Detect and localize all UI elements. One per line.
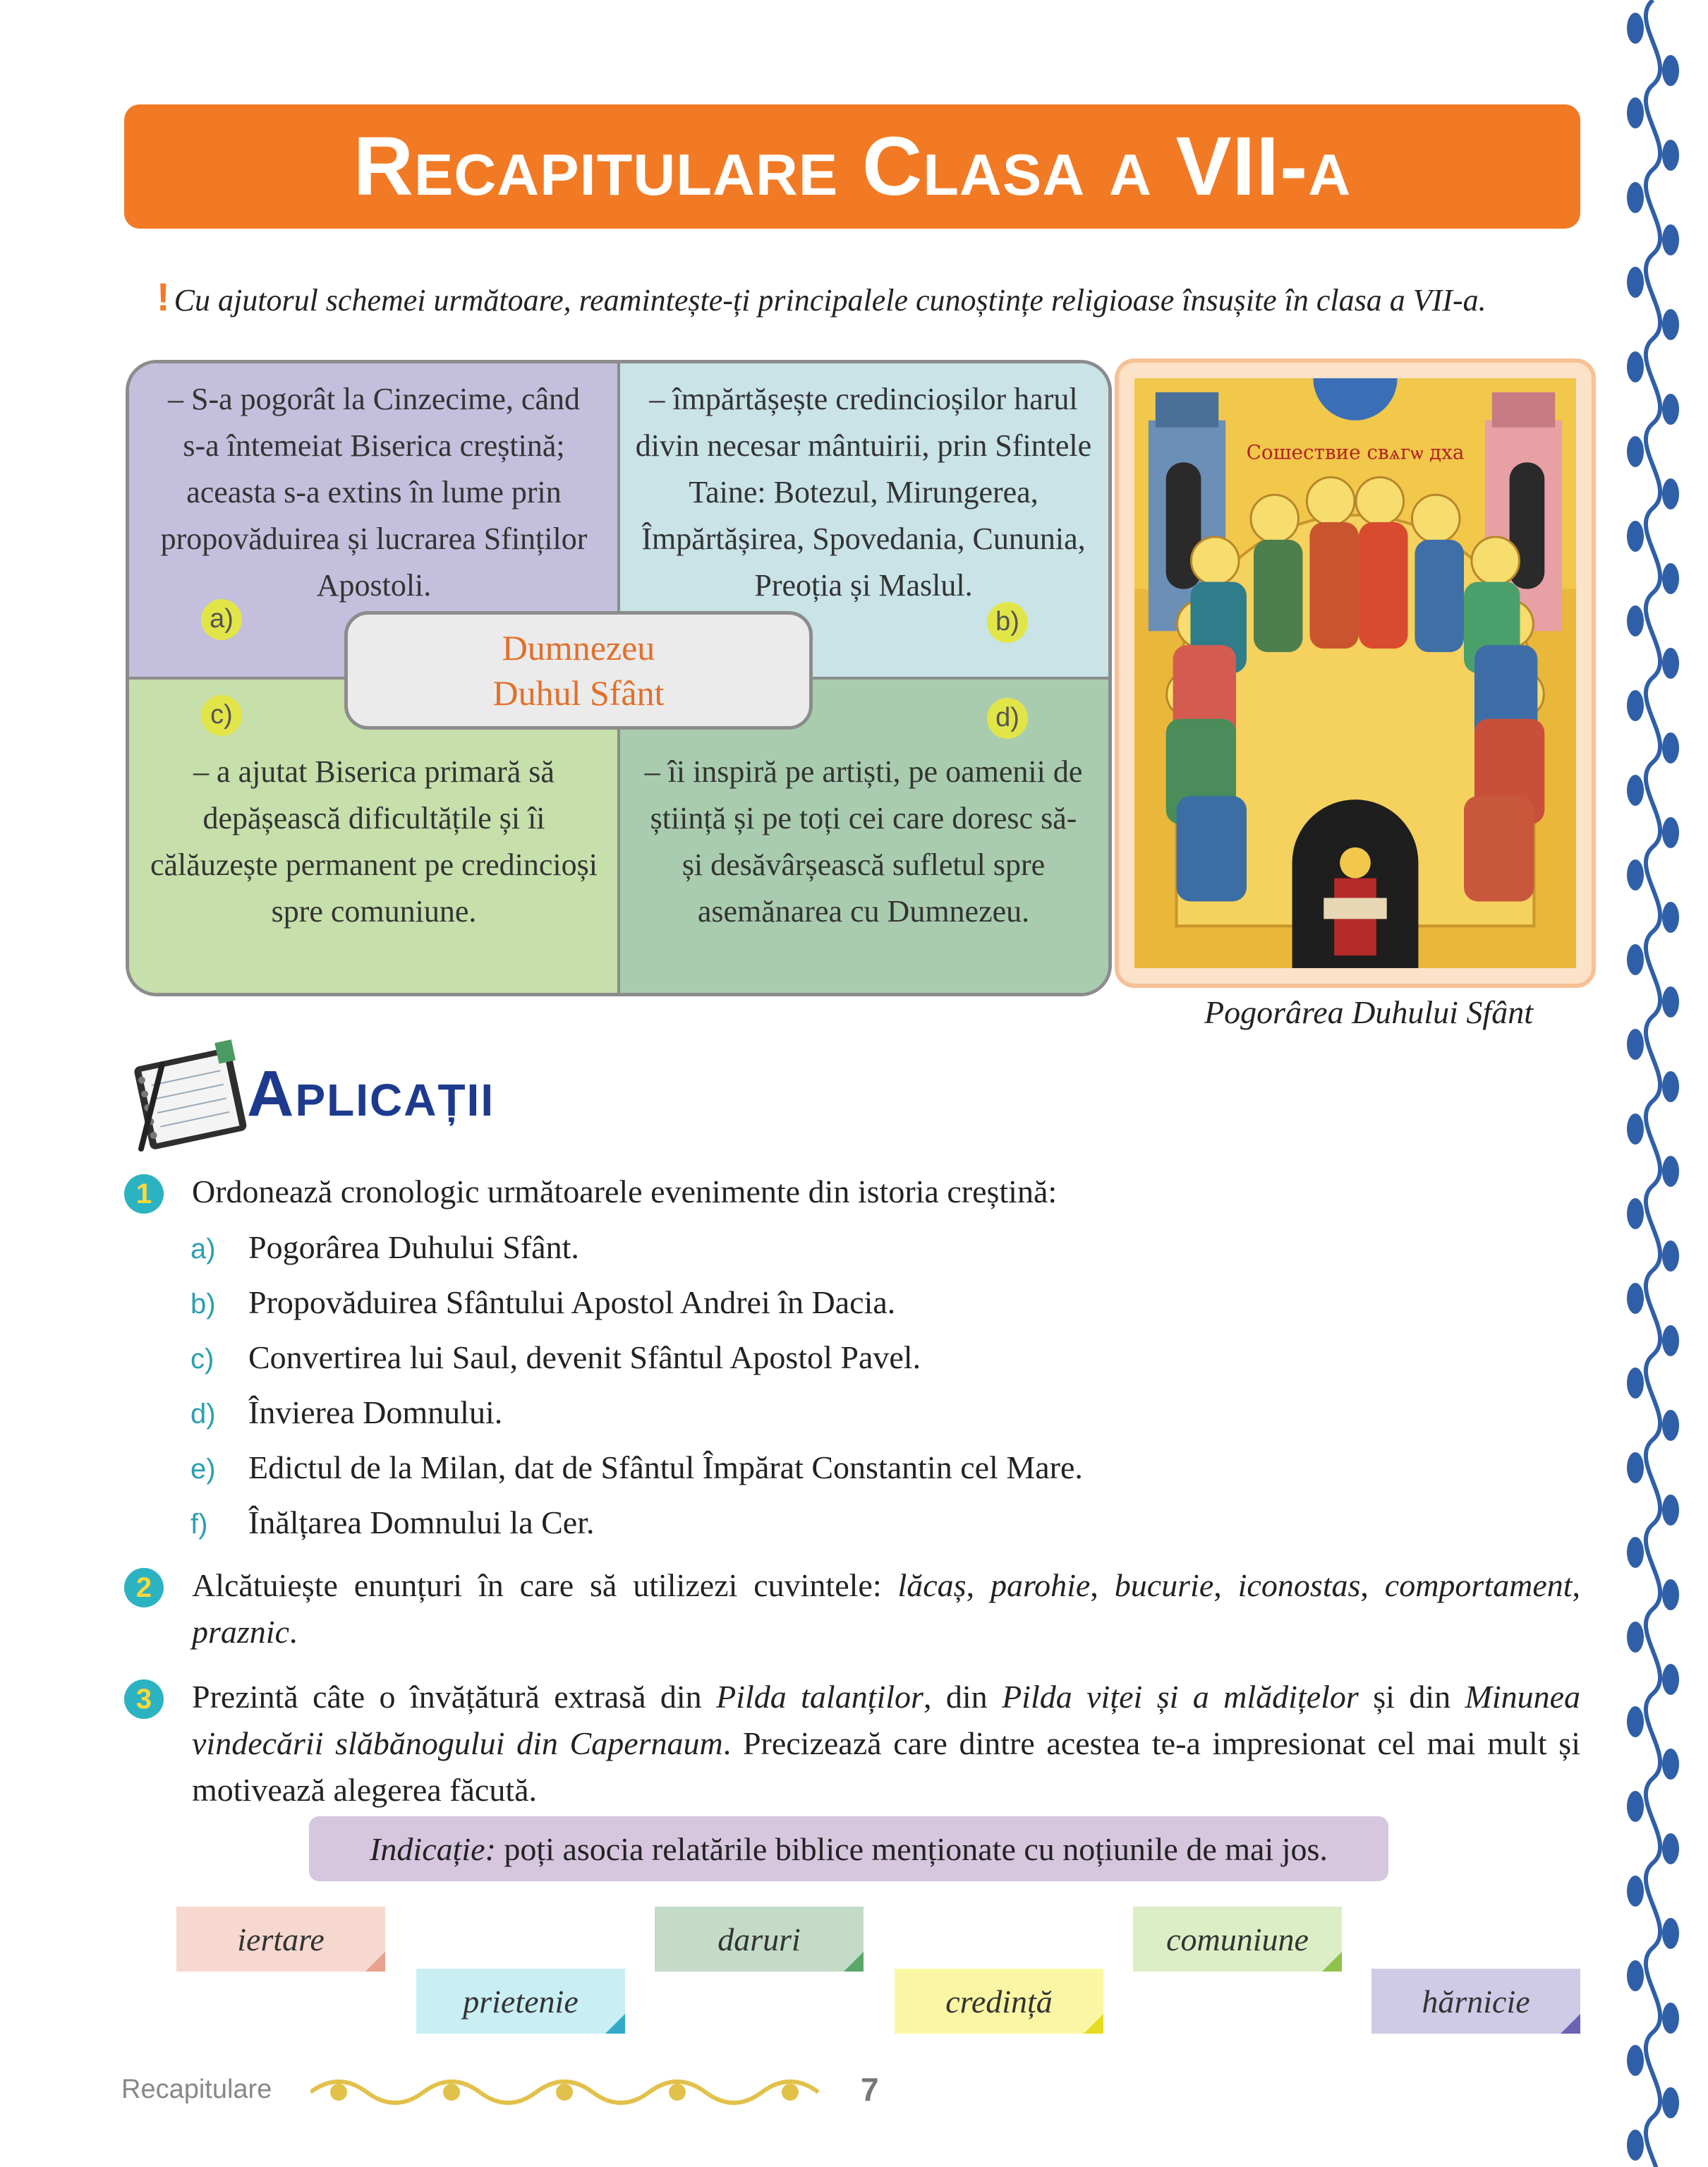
border-leaf	[1662, 2087, 1679, 2118]
icon-caption: Pogorârea Duhului Sfânt	[1204, 994, 1533, 1030]
border-leaf	[1627, 2045, 1644, 2076]
badge-d: d)	[987, 698, 1028, 739]
border-leaf	[1627, 1876, 1644, 1907]
border-leaf	[1627, 351, 1644, 382]
border-leaf	[1627, 859, 1644, 891]
quadrant-d-text: – îi inspiră pe artiști, pe oamenii de știință și pe toți cei care doresc să-și desăvârșească sufletul spre asemănarea cu Dumnezeu.	[644, 754, 1083, 929]
concept-tag-prietenie: prietenie	[416, 1969, 625, 2034]
border-leaf	[1627, 690, 1644, 721]
badge-b: b)	[987, 602, 1028, 643]
hint-box	[309, 1816, 1388, 1881]
option-item: b) Propovăduirea Sfântului Apostol Andrei în Dacia.	[190, 1284, 896, 1320]
pentecost-icon-image	[1134, 378, 1576, 968]
border-leaf	[1627, 944, 1644, 975]
border-leaf	[1662, 309, 1679, 340]
border-leaf	[1627, 1283, 1644, 1314]
border-leaf	[1662, 732, 1679, 763]
option-item: c) Convertirea lui Saul, devenit Sfântul Apostol Pavel.	[190, 1339, 921, 1375]
concept-tag-iertare: iertare	[176, 1907, 385, 1972]
border-leaf	[1627, 267, 1644, 298]
border-leaf	[1662, 1579, 1679, 1610]
border-leaf	[1627, 1622, 1644, 1653]
question-number-3: 3	[124, 1679, 164, 1719]
quadrant-a-text: – S-a pogorât la Cinzecime, când s-a întemeiat Biserica creștină; aceasta s-a extins în lume prin propovăduirea și lucrarea Sfinților Apostoli.	[160, 382, 588, 603]
section-title-aplicatii: Aplicații	[247, 1058, 495, 1130]
border-leaf	[1627, 1368, 1644, 1399]
word: praznic	[192, 1614, 289, 1650]
border-leaf	[1627, 605, 1644, 636]
border-leaf	[1627, 13, 1644, 44]
border-leaf	[1627, 775, 1644, 806]
option-item: a) Pogorârea Duhului Sfânt.	[190, 1229, 579, 1265]
question-number-1: 1	[124, 1174, 164, 1214]
border-leaf	[1662, 224, 1679, 255]
border-leaf	[1662, 140, 1679, 171]
word: bucurie	[1114, 1567, 1214, 1603]
border-leaf	[1662, 1241, 1679, 1272]
word: iconostas	[1237, 1567, 1361, 1603]
border-leaf	[1627, 97, 1644, 128]
intro-instruction	[157, 274, 1596, 320]
word: lăcaș	[897, 1567, 967, 1603]
border-leaf	[1627, 1113, 1644, 1145]
border-leaf	[1662, 394, 1679, 425]
border-leaf	[1662, 1495, 1679, 1526]
concept-tag-daruri: daruri	[655, 1907, 864, 1972]
word: parohie	[990, 1567, 1091, 1603]
border-leaf	[1662, 1664, 1679, 1695]
border-wave-line	[1646, 0, 1660, 2167]
concept-tag-credinta: credință	[895, 1969, 1103, 2034]
exclamation-icon: !	[157, 274, 170, 319]
hint-label: Indicație:	[370, 1830, 496, 1867]
concept-tag-harnicie: hărnicie	[1371, 1969, 1580, 2034]
notebook-icon	[113, 1036, 261, 1163]
scheme-center	[344, 611, 813, 730]
border-leaf	[1662, 478, 1679, 509]
border-leaf	[1662, 1410, 1679, 1441]
option-item: e) Edictul de la Milan, dat de Sfântul Împărat Constantin cel Mare.	[190, 1449, 1083, 1485]
badge-c: c)	[201, 695, 242, 736]
intro-text: Cu ajutorul schemei următoare, reamintește-ți principalele cunoștințe religioase însușite în clasa a VII-a.	[174, 283, 1486, 318]
page-title: Recapitulare Clasa a VII-a	[353, 120, 1352, 213]
border-leaf	[1627, 1706, 1644, 1737]
border-leaf	[1627, 436, 1644, 467]
pentecost-icon-frame	[1115, 358, 1596, 988]
border-leaf	[1627, 1452, 1644, 1483]
border-leaf	[1662, 1071, 1679, 1102]
question-1-text: Ordonează cronologic următoarele evenimente din istoria creștină:	[192, 1173, 1058, 1209]
border-leaf	[1627, 1029, 1644, 1060]
border-leaf	[1662, 1918, 1679, 1949]
decorative-border	[1614, 0, 1692, 2167]
border-leaf	[1662, 1325, 1679, 1356]
word: comportament	[1384, 1567, 1573, 1603]
question-2-text: Alcătuiește enunțuri în care să utilizezi cuvintele: lăcaș, parohie, bucurie, iconostas, comportament, praznic.	[192, 1567, 1581, 1650]
border-leaf	[1627, 1960, 1644, 1991]
border-leaf	[1662, 648, 1679, 679]
page-number: 7	[861, 2071, 879, 2108]
border-leaf	[1662, 902, 1679, 933]
border-leaf	[1662, 817, 1679, 848]
border-leaf	[1662, 986, 1679, 1018]
border-leaf	[1627, 1198, 1644, 1229]
hint-text: poți asocia relatările biblice menționate cu noțiunile de mai jos.	[495, 1830, 1328, 1867]
icon-inscription: Сошествие свѧгѡ дха	[1246, 440, 1465, 464]
border-leaf	[1627, 182, 1644, 213]
footer-section-label: Recapitulare	[121, 2075, 272, 2104]
border-leaf	[1627, 1791, 1644, 1822]
border-leaf	[1662, 1833, 1679, 1864]
option-item: d) Învierea Domnului.	[190, 1394, 503, 1430]
border-leaf	[1627, 1537, 1644, 1568]
footer-ornament	[310, 2068, 847, 2117]
concept-tag-comuniune: comuniune	[1133, 1907, 1342, 1972]
question-3-text: Prezintă câte o învățătură extrasă din Pilda talanților, din Pilda viței și a mlădițelor și din Minunea vindecării slăbănogului din Capernaum. Precizează care dintre acestea te-a impresionat cel mai mult și motivează alegerea făcută.	[192, 1679, 1581, 1808]
title-banner	[124, 104, 1580, 229]
quadrant-b-text: – împărtășește credincioșilor harul divin necesar mântuirii, prin Sfintele Taine: Botezul, Mirungerea, Împărtășirea, Spovedania, Cununia, Preoția și Maslul.	[635, 382, 1092, 603]
option-item: f) Înălțarea Domnului la Cer.	[190, 1504, 595, 1540]
border-leaf	[1627, 521, 1644, 552]
center-line-2: Duhul Sfânt	[492, 673, 665, 713]
quadrant-c-text: – a ajutat Biserica primară să depășească dificultățile și îi călăuzește permanent pe credincioși spre comuniune.	[150, 754, 598, 929]
badge-a: a)	[201, 599, 242, 640]
border-leaf	[1662, 1749, 1679, 1780]
border-leaf	[1662, 2003, 1679, 2034]
border-leaf	[1627, 2130, 1644, 2161]
border-leaf	[1662, 1156, 1679, 1187]
question-number-2: 2	[124, 1568, 164, 1607]
border-leaf	[1662, 55, 1679, 86]
center-line-1: Dumnezeu	[502, 628, 655, 668]
border-leaf	[1662, 563, 1679, 594]
